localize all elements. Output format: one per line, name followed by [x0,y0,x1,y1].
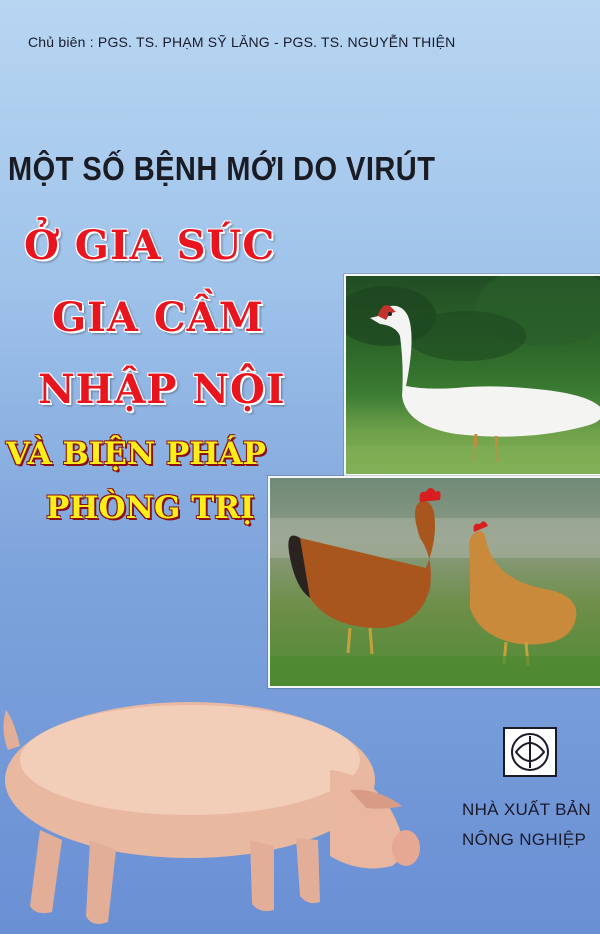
pig-illustration [0,660,430,934]
title-topic: MỘT SỐ BỆNH MỚI DO VIRÚT [8,150,436,187]
title-red-line-1: Ở GIA SÚC [24,222,276,269]
duck-photo [344,274,600,476]
title-red-line-2: GIA CẦM [52,294,264,341]
publisher-line-2: NÔNG NGHIỆP [462,830,587,849]
publisher-line-1: NHÀ XUẤT BẢN [462,800,591,819]
publisher-logo [502,726,558,778]
chickens-photo [268,476,600,688]
title-red-line-3: NHẬP NỘI [38,366,286,413]
editors-line: Chủ biên : PGS. TS. PHẠM SỸ LĂNG - PGS. TS. NGUYỄN THIỆN [28,34,456,50]
title-yellow-line-1: VÀ BIỆN PHÁP [6,436,266,472]
title-yellow-line-2: PHÒNG TRỊ [46,490,255,526]
